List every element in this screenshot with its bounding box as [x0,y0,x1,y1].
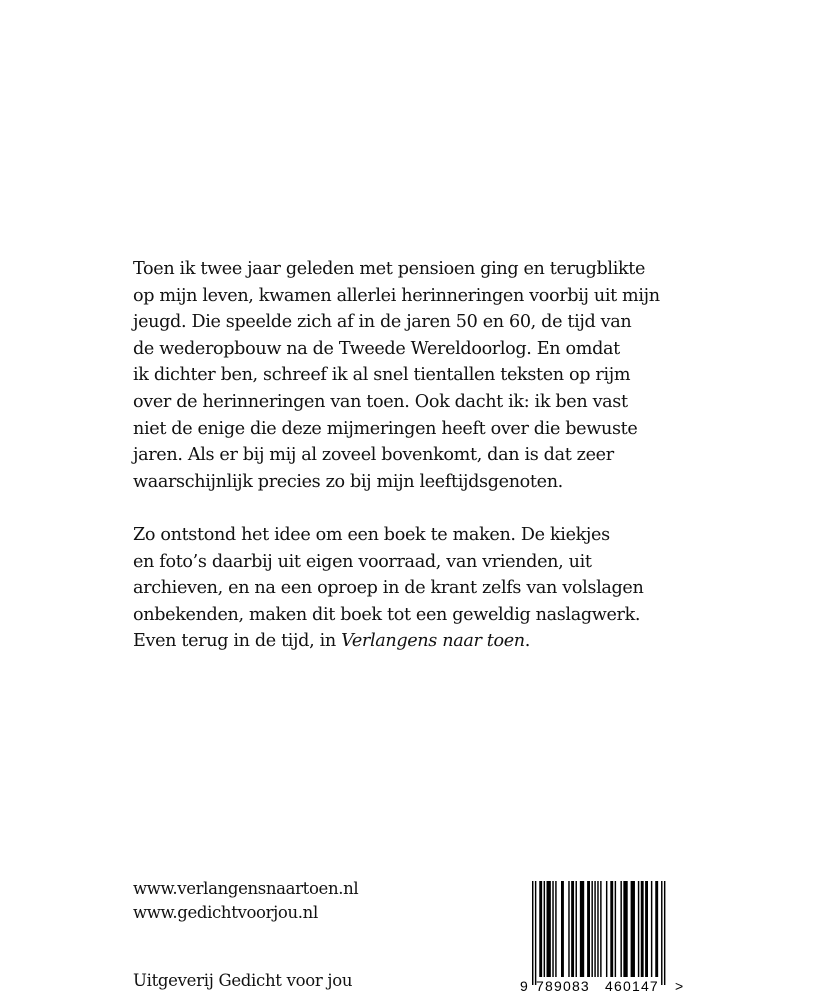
isbn-barcode [518,880,688,994]
barcode-bar [623,881,627,977]
blurb-line: archieven, en na een oproep in de krant zelfs van volslagen [133,578,644,599]
barcode-digits-right: 460147 [605,978,659,994]
barcode-digit-first: 9 [520,978,528,994]
blurb-last-line-suffix: . [524,631,531,652]
barcode-graphic [518,880,688,994]
barcode-bar [645,881,648,977]
back-cover-blurb [133,256,660,655]
book-title: Verlangens naar toen [341,631,525,652]
barcode-bar [651,881,652,977]
barcode-digits-left: 789083 [536,978,590,994]
website-link-verlangensnaartoen[interactable]: www.verlangensnaartoen.nl [133,879,359,898]
barcode-bar [587,881,590,977]
barcode-bar [638,881,639,977]
blurb-line: jaren. Als er bij mij al zoveel bovenkomt, dan is dat zeer [133,445,614,466]
barcode-bar [539,881,542,977]
barcode-bar [631,881,635,977]
barcode-bar [552,881,553,977]
barcode-bar [661,881,662,985]
barcode-bar [610,881,613,977]
barcode-bars [532,881,665,985]
barcode-bar [620,881,621,977]
barcode-bar [580,881,584,977]
blurb-line: ik dichter ben, schreef ik al snel tientallen teksten op rijm [133,365,631,386]
barcode-bar [571,881,574,977]
blurb-line: onbekenden, maken dit boek tot een geweldig naslagwerk. [133,604,641,625]
blurb-line: jeugd. Die speelde zich af in de jaren 50 en 60, de tijd van [133,312,632,333]
barcode-bar [591,881,592,977]
barcode-bar [594,881,595,977]
barcode-arrow: > [675,978,684,994]
blurb-line: niet de enige die deze mijmeringen heeft over die bewuste [133,418,638,439]
blurb-line: Zo ontstond het idee om een boek te maken. De kiekjes [133,524,610,545]
blurb-last-line [133,628,623,655]
blurb-line: en foto’s daarbij uit eigen voorraad, van vrienden, uit [133,551,592,572]
website-links [133,877,358,925]
blurb-last-line-prefix: Even terug in de tijd, in [133,631,342,652]
website-link-gedichtvoorjou[interactable]: www.gedichtvoorjou.nl [133,903,318,922]
publisher-name: Uitgeverij Gedicht voor jou [133,971,353,990]
blurb-line: waarschijnlijk precies zo bij mijn leeftijdsgenoten. [133,471,563,492]
blurb-paragraph-2 [133,522,644,655]
barcode-bar [535,881,536,985]
barcode-bar [561,881,564,977]
barcode-bar [547,881,551,977]
barcode-bar [664,881,665,985]
blurb-line: op mijn leven, kwamen allerlei herinneringen voorbij uit mijn [133,285,660,306]
blurb-line: de wederopbouw na de Tweede Wereldoorlog. En omdat [133,338,620,359]
barcode-bar [600,881,601,977]
barcode-bar [615,881,616,977]
barcode-bar [655,881,658,977]
barcode-bar [568,881,569,977]
barcode-bar [576,881,577,977]
barcode-bar [532,881,533,985]
blurb-line: over de herinneringen van toen. Ook dacht ik: ik ben vast [133,391,628,412]
blurb-line: Toen ik twee jaar geleden met pensioen ging en terugblikte [133,259,646,279]
barcode-bar [597,881,598,977]
blurb-paragraph-1 [133,256,660,495]
barcode-bar [606,881,607,977]
barcode-bar [544,881,545,977]
barcode-bar [555,881,556,977]
barcode-bar [641,881,644,977]
